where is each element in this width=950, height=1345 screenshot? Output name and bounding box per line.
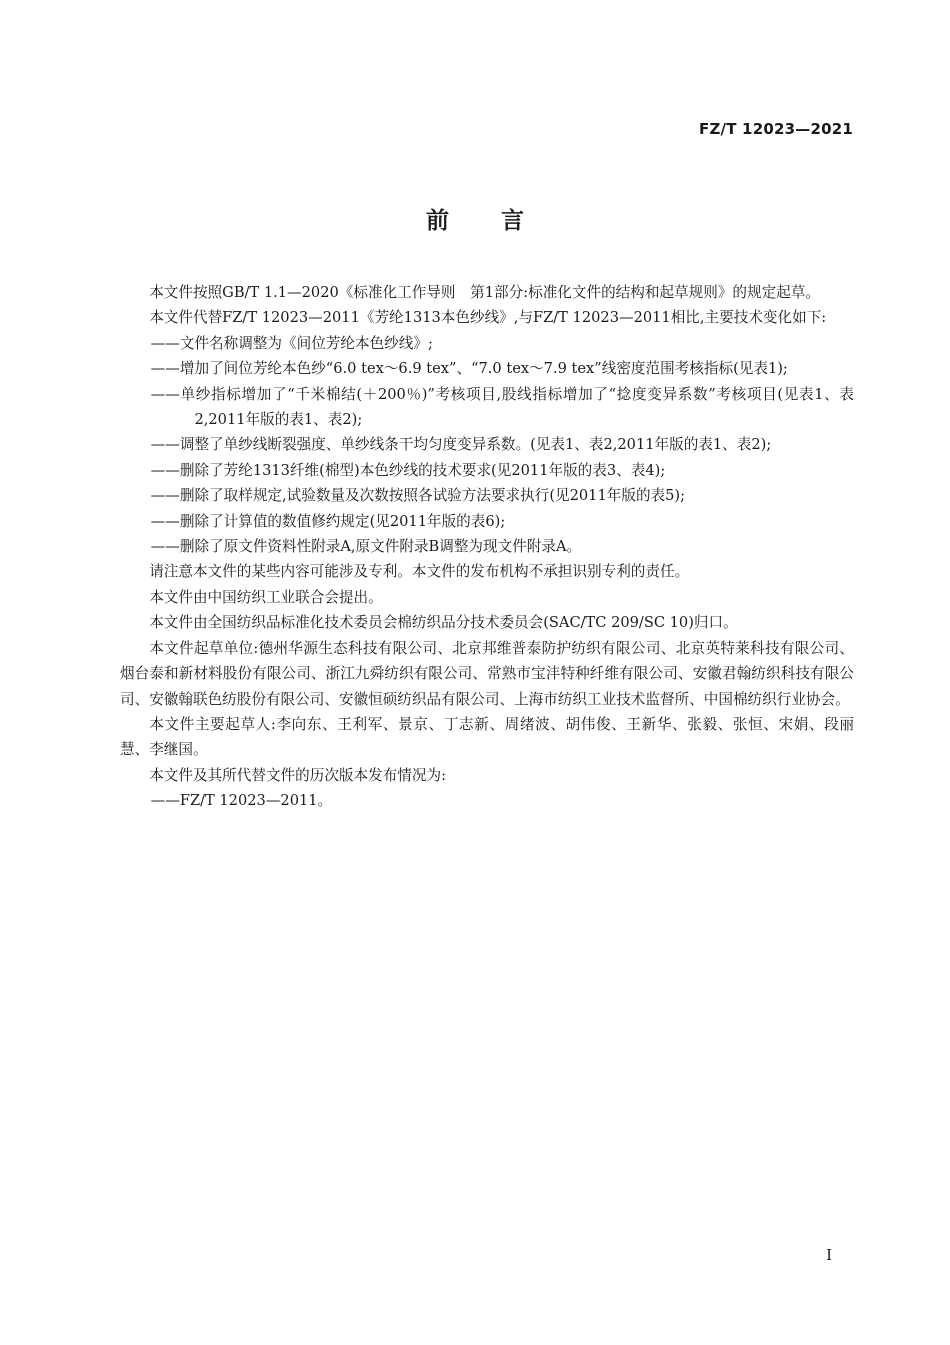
change-item: ——删除了原文件资料性附录A,原文件附录B调整为现文件附录A。	[150, 538, 582, 556]
foreword-body	[120, 280, 854, 814]
change-item: ——单纱指标增加了“千米棉结(＋200％)”考核项目,股线指标增加了“捻度变异系数”考核项目(见表1、表2,2011年版的表1、表2);	[150, 385, 854, 429]
paragraph-drafting-rules: 本文件按照GB/T 1.1—2020《标准化工作导则 第1部分:标准化文件的结构和起草规则》的规定起草。	[149, 284, 820, 301]
proposed-by: 本文件由中国纺织工业联合会提出。	[149, 588, 383, 606]
change-item: ——增加了间位芳纶本色纱“6.0 tex～6.9 tex”、“7.0 tex～7.9 tex”线密度范围考核指标(见表1);	[150, 360, 788, 378]
history-item: ——FZ/T 12023—2011。	[150, 792, 333, 810]
page-number: I	[826, 1246, 832, 1264]
history-intro: 本文件及其所代替文件的历次版本发布情况为:	[149, 766, 446, 784]
change-item: ——删除了芳纶1313纤维(棉型)本色纱线的技术要求(见2011年版的表3、表4);	[150, 461, 666, 479]
change-item: ——文件名称调整为《间位芳纶本色纱线》;	[150, 334, 433, 352]
drafters: 本文件主要起草人:李向东、王利军、景京、丁志新、周绪波、胡伟俊、王新华、张毅、张恒、宋娟、段丽慧、李继国。	[120, 715, 854, 759]
change-item: ——调整了单纱线断裂强度、单纱线条干均匀度变异系数。(见表1、表2,2011年版的表1、表2);	[150, 436, 772, 454]
centralized-by: 本文件由全国纺织品标准化技术委员会棉纺织品分技术委员会(SAC/TC 209/SC 10)归口。	[149, 614, 738, 632]
standard-number: FZ/T 12023—2021	[699, 120, 853, 138]
patent-notice: 请注意本文件的某些内容可能涉及专利。本文件的发布机构不承担识别专利的责任。	[149, 563, 690, 581]
change-item: ——删除了取样规定,试验数量及次数按照各试验方法要求执行(见2011年版的表5);	[150, 487, 686, 505]
page-title: 前言	[426, 208, 576, 234]
change-item: ——删除了计算值的数值修约规定(见2011年版的表6);	[150, 512, 506, 530]
drafting-units: 本文件起草单位:德州华源生态科技有限公司、北京邦维普泰防护纺织有限公司、北京英特莱科技有限公司、烟台泰和新材料股份有限公司、浙江九舜纺织有限公司、常熟市宝沣特种纤维有限公司、安徽君翰纺织科技有限公司、安徽翰联色纺股份有限公司、安徽恒硕纺织品有限公司、上海市纺织工业技术监督所、中国棉纺织行业协会。	[120, 639, 854, 708]
paragraph-replacement: 本文件代替FZ/T 12023—2011《芳纶1313本色纱线》,与FZ/T 12023—2011相比,主要技术变化如下:	[149, 309, 827, 327]
